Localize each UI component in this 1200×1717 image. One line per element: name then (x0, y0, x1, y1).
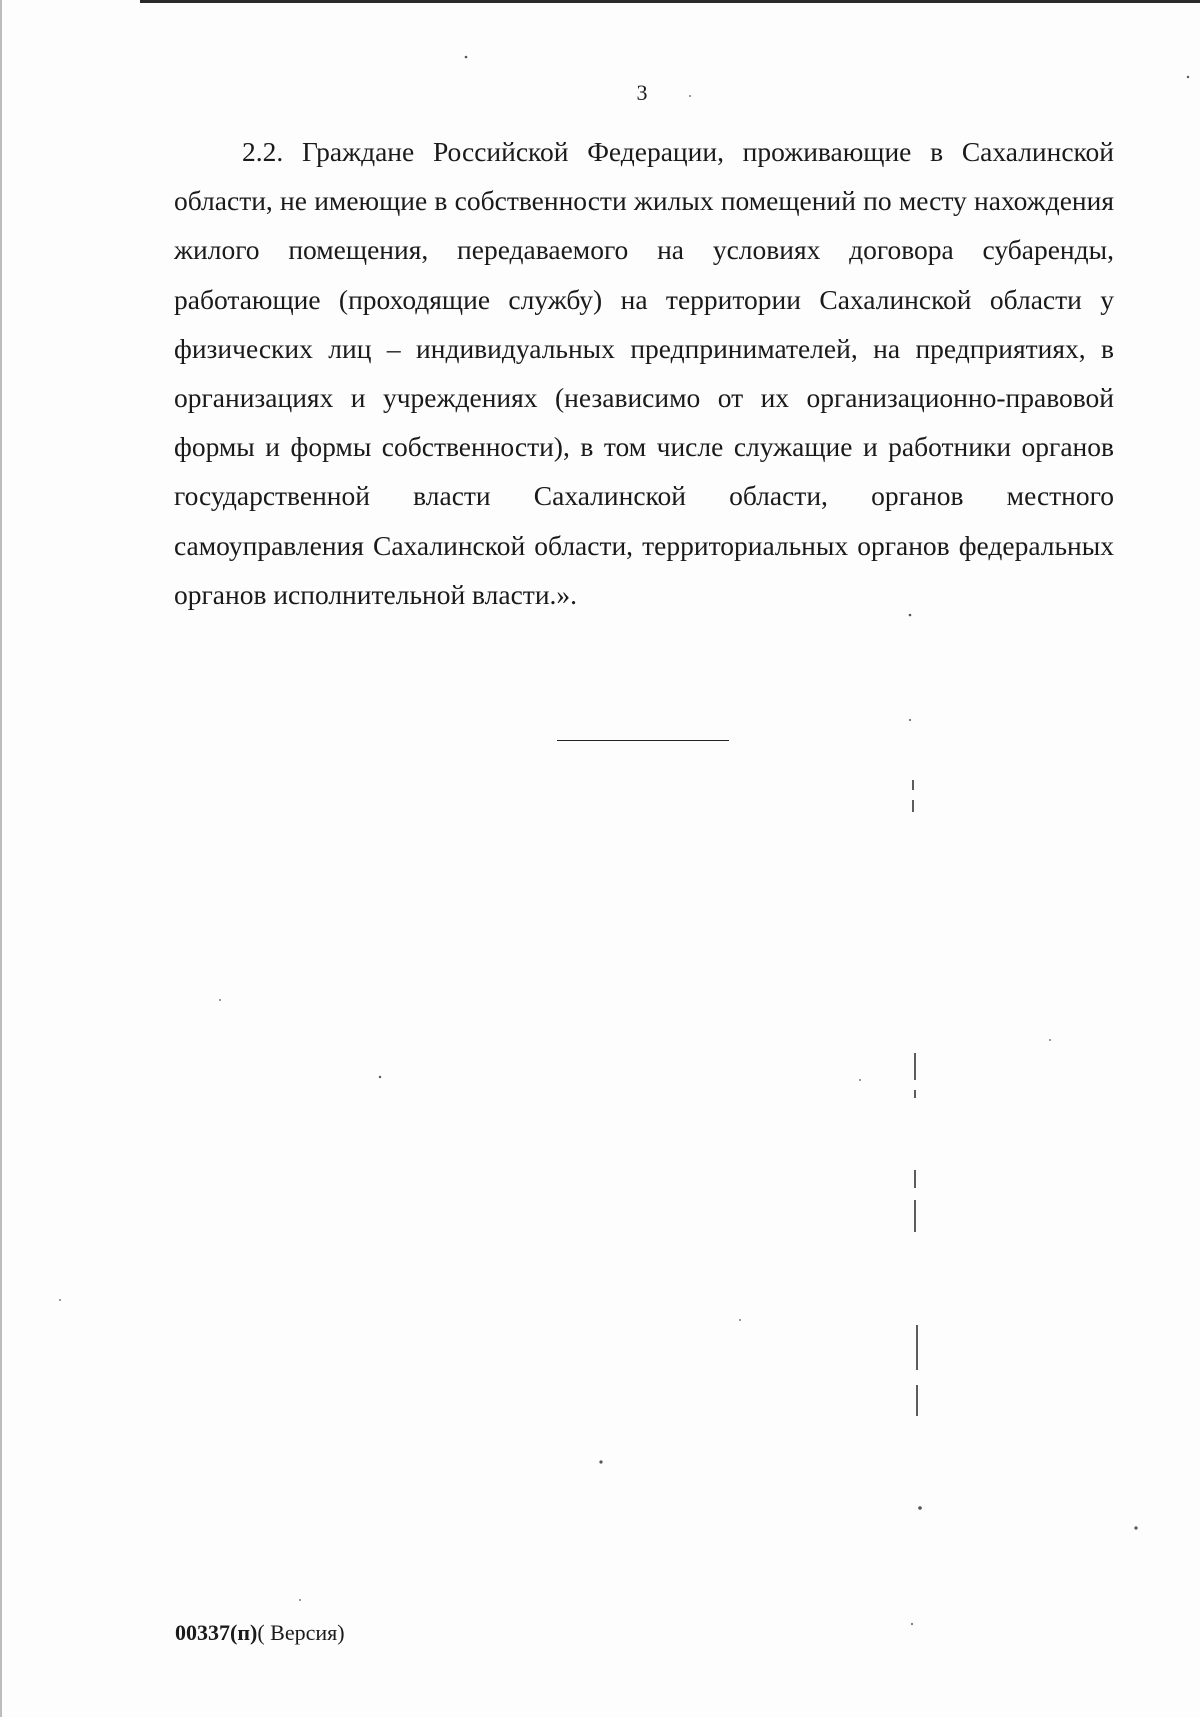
page-number: 3 (636, 80, 648, 105)
document-version: ( Версия) (257, 1620, 345, 1645)
document-code: 00337(п) (175, 1620, 258, 1645)
clause-2-2-paragraph: 2.2. Граждане Российской Федерации, проживающие в Сахалинской области, не имеющие в собственности жилых помещений по месту нахождения жилого помещения, передаваемого на условиях договора субаренды, работающие (проходящие службу) на территории Сахалинской области у физических лиц – индивидуальных предпринимателей, на предприятиях, в организациях и учреждениях (независимо от их организационно-правовой формы и формы собственности), в том числе служащие и работники органов государственной власти Сахалинской области, органов местного самоуправления Сахалинской области, территориальных органов федеральных органов исполнительной власти.». (174, 136, 1114, 610)
